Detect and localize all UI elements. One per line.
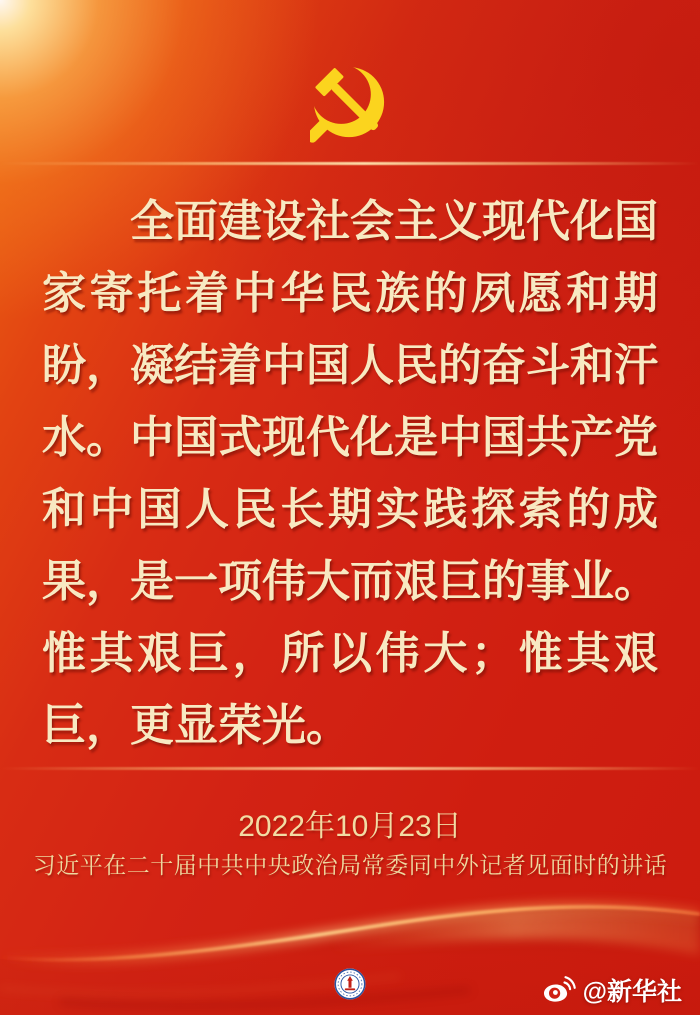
quote-attribution: 习近平在二十届中共中央政治局常委同中外记者见面时的讲话 [32, 852, 668, 878]
quote-line: 水。中国式现代化是中国共产党 [42, 413, 658, 462]
quote-date: 2022年10月23日 [238, 810, 462, 843]
watermark [542, 972, 682, 1008]
quote-line: 惟其艰巨，所以伟大；惟其艰 [42, 629, 658, 678]
weibo-icon [542, 975, 576, 1005]
quote-line: 巨，更显荣光。 [42, 701, 350, 750]
quote-text [42, 186, 658, 762]
cpc-hammer-sickle-icon [310, 60, 388, 152]
watermark-handle: @新华社 [582, 978, 682, 1006]
quote-line: 和中国人民长期实践探索的成 [42, 485, 658, 534]
light-streak-top [0, 162, 700, 165]
quote-line: 家寄托着中华民族的夙愿和期 [42, 269, 658, 318]
light-streak-bottom [0, 767, 700, 770]
xinhua-agency-emblem-icon [333, 967, 367, 1001]
quote-line: 全面建设社会主义现代化国 [130, 197, 658, 246]
quote-line: 盼，凝结着中国人民的奋斗和汗 [42, 341, 658, 390]
quote-line: 果，是一项伟大而艰巨的事业。 [42, 557, 658, 606]
